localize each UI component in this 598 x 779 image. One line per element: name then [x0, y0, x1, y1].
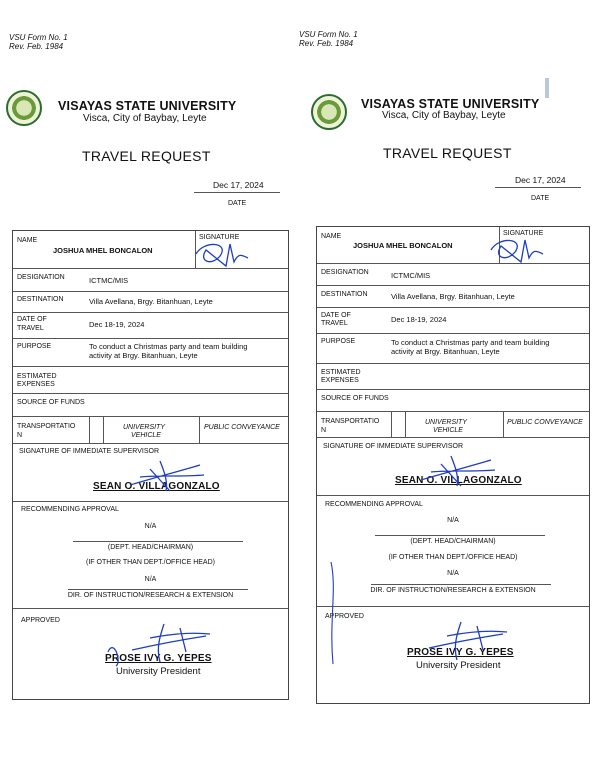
designation-value: ICTMC/MIS [89, 276, 129, 285]
name-value: JOSHUA MHEL BONCALON [353, 241, 453, 250]
supervisor-signature-icon [120, 455, 210, 497]
source-of-funds-label: SOURCE OF FUNDS [321, 395, 389, 402]
president-signature-icon [120, 618, 220, 666]
purpose-value-1: To conduct a Christmas party and team building [89, 342, 248, 351]
date-line [194, 192, 280, 193]
transportation-label-1: TRANSPORTATIO [321, 418, 380, 425]
university-seal-icon [6, 90, 42, 126]
date-of-travel-label-1: DATE OF [321, 312, 351, 319]
transport-university-vehicle-2: VEHICLE [131, 432, 161, 439]
transport-public-conveyance: PUBLIC CONVEYANCE [507, 419, 583, 426]
recommending-na-2: N/A [144, 576, 157, 583]
if-other-label: (IF OTHER THAN DEPT./OFFICE HEAD) [388, 554, 518, 561]
signature-label: SIGNATURE [199, 234, 240, 241]
form-number: VSU Form No. 1 [299, 30, 358, 39]
purpose-value-2: activity at Brgy. Bitanhuan, Leyte [89, 351, 198, 360]
university-name: VISAYAS STATE UNIVERSITY [58, 99, 237, 113]
transport-public-conveyance: PUBLIC CONVEYANCE [204, 424, 280, 431]
date-of-travel-label-1: DATE OF [17, 316, 47, 323]
date-of-travel-value: Dec 18-19, 2024 [89, 320, 145, 329]
university-address: Visca, City of Baybay, Leyte [382, 110, 506, 121]
president-name: PROSE IVY G. YEPES [407, 647, 514, 658]
form-title: TRAVEL REQUEST [82, 148, 211, 164]
president-name: PROSE IVY G. YEPES [105, 653, 212, 664]
dept-head-label: (DEPT. HEAD/CHAIRMAN) [107, 544, 194, 551]
recommending-label: RECOMMENDING APPROVAL [21, 506, 119, 513]
recommending-na-2: N/A [447, 570, 459, 577]
approved-label: APPROVED [325, 613, 364, 620]
date-of-travel-value: Dec 18-19, 2024 [391, 315, 447, 324]
scan-mark [545, 78, 549, 98]
destination-label: DESTINATION [321, 291, 368, 298]
transport-university-vehicle-1: UNIVERSITY [123, 424, 166, 431]
designation-label: DESIGNATION [17, 274, 65, 281]
president-signature-icon [417, 616, 517, 664]
signature-label: SIGNATURE [503, 230, 544, 237]
supervisor-label: SIGNATURE OF IMMEDIATE SUPERVISOR [19, 448, 160, 455]
requester-signature-icon [485, 232, 555, 268]
president-title: University President [116, 666, 201, 677]
recommending-na-1: N/A [447, 517, 459, 524]
estimated-label-1: ESTIMATED [321, 369, 361, 376]
supervisor-name: SEAN O. VILLAGONZALO [93, 481, 220, 492]
destination-value: Villa Avellana, Brgy. Bitanhuan, Leyte [391, 292, 515, 301]
university-name: VISAYAS STATE UNIVERSITY [361, 97, 540, 111]
recommending-na-1: N/A [144, 523, 157, 530]
transport-university-vehicle-1: UNIVERSITY [425, 419, 468, 426]
name-value: JOSHUA MHEL BONCALON [53, 246, 153, 255]
designation-value: ICTMC/MIS [391, 271, 431, 280]
purpose-value-1: To conduct a Christmas party and team building [391, 338, 550, 347]
transportation-label-1: TRANSPORTATIO [17, 423, 76, 430]
purpose-value-2: activity at Brgy. Bitanhuan, Leyte [391, 347, 500, 356]
form-revision: Rev. Feb. 1984 [299, 39, 354, 48]
source-of-funds-label: SOURCE OF FUNDS [17, 399, 85, 406]
date-line [495, 187, 581, 188]
form-number: VSU Form No. 1 [9, 33, 68, 42]
director-label: DIR. OF INSTRUCTION/RESEARCH & EXTENSION [67, 592, 234, 599]
president-title: University President [416, 660, 501, 671]
transportation-label-2: N [17, 432, 23, 439]
approved-label: APPROVED [21, 617, 60, 624]
if-other-label: (IF OTHER THAN DEPT./OFFICE HEAD) [86, 559, 215, 566]
estimated-label-2: EXPENSES [321, 377, 359, 384]
university-seal-icon [311, 94, 347, 130]
purpose-label: PURPOSE [321, 338, 356, 345]
date-label: DATE [531, 195, 550, 202]
supervisor-name: SEAN O. VILLAGONZALO [395, 475, 522, 486]
director-label: DIR. OF INSTRUCTION/RESEARCH & EXTENSION [370, 587, 536, 594]
transportation-label-2: N [321, 427, 327, 434]
name-label: NAME [321, 233, 342, 240]
supervisor-label: SIGNATURE OF IMMEDIATE SUPERVISOR [323, 443, 464, 450]
form-revision: Rev. Feb. 1984 [9, 42, 64, 51]
date-of-travel-label-2: TRAVEL [17, 325, 44, 332]
name-label: NAME [17, 237, 38, 244]
requester-signature-icon [190, 236, 260, 272]
university-address: Visca, City of Baybay, Leyte [83, 113, 207, 124]
supervisor-signature-icon [411, 450, 501, 492]
date-of-travel-label-2: TRAVEL [321, 320, 348, 327]
date-value: Dec 17, 2024 [515, 175, 566, 185]
recommending-label: RECOMMENDING APPROVAL [325, 501, 423, 508]
date-value: Dec 17, 2024 [213, 180, 264, 190]
transport-university-vehicle-2: VEHICLE [433, 427, 463, 434]
dept-head-label: (DEPT. HEAD/CHAIRMAN) [410, 538, 496, 545]
destination-label: DESTINATION [17, 296, 64, 303]
date-label: DATE [228, 200, 247, 207]
travel-request-copy-right [299, 0, 598, 779]
estimated-label-1: ESTIMATED [17, 373, 57, 380]
destination-value: Villa Avellana, Brgy. Bitanhuan, Leyte [89, 297, 213, 306]
purpose-label: PURPOSE [17, 343, 52, 350]
form-title: TRAVEL REQUEST [383, 145, 512, 161]
estimated-label-2: EXPENSES [17, 381, 55, 388]
designation-label: DESIGNATION [321, 269, 369, 276]
ink-stroke-icon [327, 560, 357, 670]
